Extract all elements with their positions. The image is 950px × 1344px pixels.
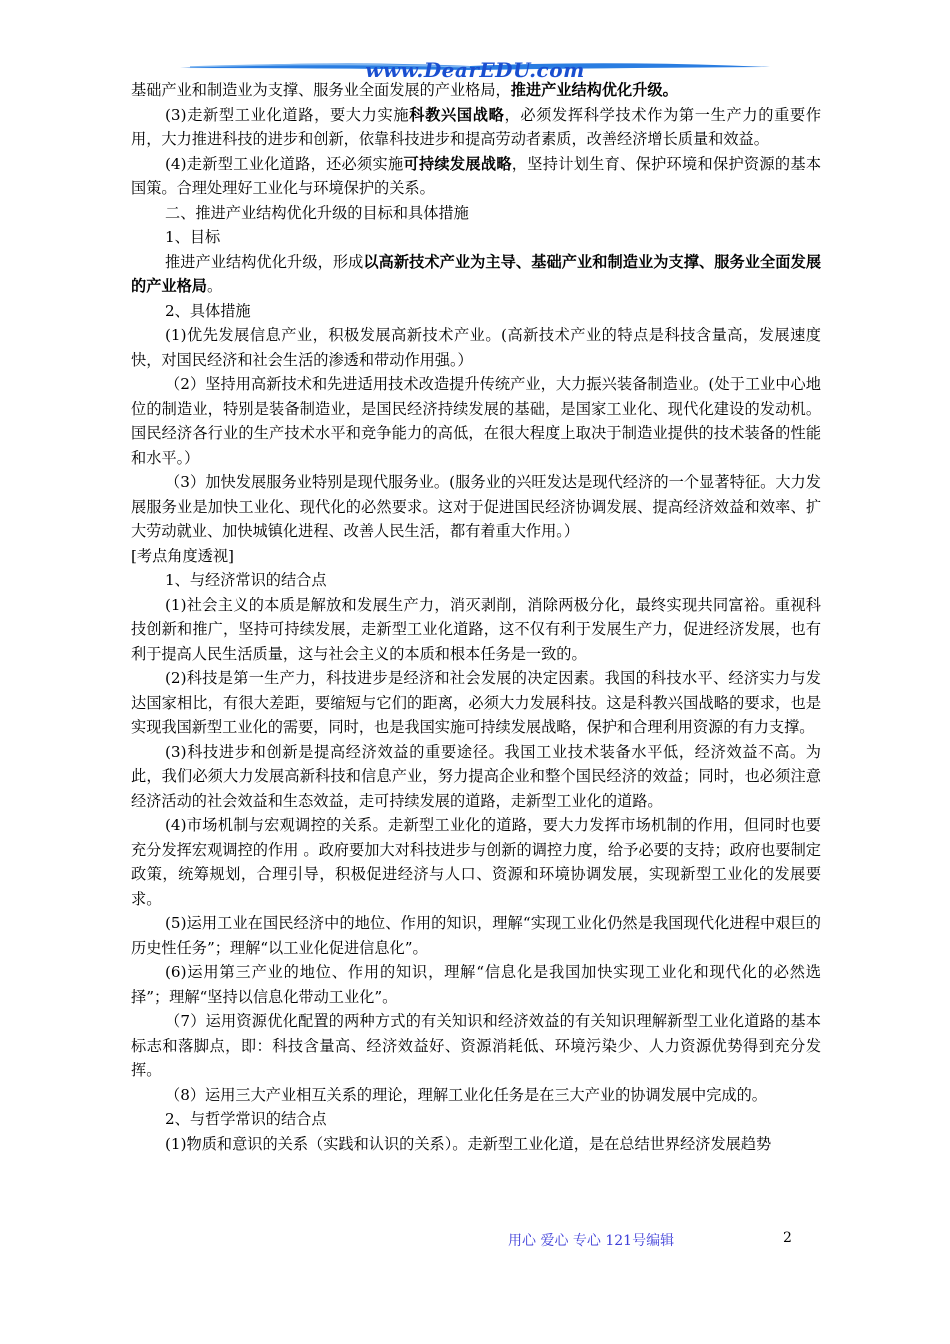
text-run: （7）运用资源优化配置的两种方式的有关知识和经济效益的有关知识理解新型工业化道路的基本标志和落脚点，即：科技含量高、经济效益好、资源消耗低、环境污染少、人力资源优势得到充分发挥。 [131, 1012, 821, 1079]
paragraph [131, 372, 821, 470]
paragraph [131, 78, 821, 103]
paragraph [131, 299, 821, 324]
paragraph [131, 960, 821, 1009]
paragraph [131, 152, 821, 201]
text-run: (1)优先发展信息产业，积极发展高新技术产业。(高新技术产业的特点是科技含量高，发展速度快，对国民经济和社会生活的渗透和带动作用强。） [131, 326, 821, 369]
paragraph [131, 103, 821, 152]
paragraph [131, 1132, 821, 1157]
paragraph [131, 740, 821, 814]
paragraph [131, 225, 821, 250]
paragraph [131, 1009, 821, 1083]
text-run: 1、目标 [165, 228, 221, 246]
text-run: 。 [206, 277, 223, 295]
text-run: 基础产业和制造业为支撑、服务业全面发展的产业格局， [131, 81, 511, 99]
site-logo-text: www.DearEDU.com [365, 58, 585, 82]
text-run: 2、与哲学常识的结合点 [165, 1110, 327, 1128]
text-run: (3)科技进步和创新是提高经济效益的重要途径。我国工业技术装备水平低，经济效益不高。为此，我们必须大力发展高新科技和信息产业，努力提高企业和整个国民经济的效益；同时，也必须注意经济活动的社会效益和生态效益，走可持续发展的道路，走新型工业化的道路。 [131, 742, 821, 810]
text-run: (6)运用第三产业的地位、作用的知识，理解“信息化是我国加快实现工业化和现代化的必然选择”；理解“坚持以信息化带动工业化”。 [131, 963, 821, 1006]
page-number: 2 [783, 1230, 792, 1246]
paragraph [131, 323, 821, 372]
text-run: (5)运用工业在国民经济中的地位、作用的知识，理解“实现工业化仍然是我国现代化进程中艰巨的历史性任务”；理解“以工业化促进信息化”。 [131, 914, 821, 957]
paragraph [131, 568, 821, 593]
text-run: 1、与经济常识的结合点 [165, 571, 327, 589]
text-run: （2）坚持用高新技术和先进适用技术改造提升传统产业，大力振兴装备制造业。(处于工业中心地位的制造业，特别是装备制造业，是国民经济持续发展的基础，是国家工业化、现代化建设的发动机。国民经济各行业的生产技术水平和竞争能力的高低，在很大程度上取决于制造业提供的技术装备的性能和水平。） [131, 375, 821, 467]
text-run: (3)走新型工业化道路，要大力实施 [165, 105, 410, 124]
bold-text: 科教兴国战略 [409, 105, 505, 124]
paragraph [131, 813, 821, 911]
paragraph [131, 544, 821, 569]
bold-text: 推进产业结构优化升级。 [510, 81, 678, 99]
text-run: 二、推进产业结构优化升级的目标和具体措施 [165, 203, 469, 222]
text-run: (2)科技是第一生产力，科技进步是经济和社会发展的决定因素。我国的科技水平、经济实力与发达国家相比，有很大差距，要缩短与它们的距离，必须大力发展科技。这是科教兴国战略的要求，也是实现我国新型工业化的需要，同时，也是我国实施可持续发展战略，保护和合理利用资源的有力支撑。 [131, 669, 821, 736]
text-run: [考点角度透视] [131, 546, 234, 565]
paragraph [131, 250, 821, 299]
text-run: 推进产业结构优化升级，形成 [165, 252, 364, 271]
bold-text: 可持续发展战略 [403, 154, 512, 173]
paragraph [131, 911, 821, 960]
bold-text: 以高新技术产业为主导、基础产业和制造业为支撑、服务业全面发展的产业格局 [131, 252, 822, 295]
paragraph [131, 1083, 821, 1108]
document-body [131, 78, 821, 1156]
paragraph [131, 593, 821, 667]
text-run: ，必须发挥科学技术作为第一生产力的重要作用，大力推进科技的进步和创新，依靠科技进步和提高劳动者素质，改善经济增长质量和效益。 [131, 105, 822, 148]
text-run: 2、具体措施 [165, 301, 251, 320]
text-run: (1)物质和意识的关系（实践和认识的关系）。走新型工业化道，是在总结世界经济发展趋势 [165, 1134, 772, 1153]
paragraph [131, 1107, 821, 1132]
text-run: （8）运用三大产业相互关系的理论，理解工业化任务是在三大产业的协调发展中完成的。 [165, 1085, 767, 1104]
paragraph [131, 201, 821, 226]
text-run: （3）加快发展服务业特别是现代服务业。(服务业的兴旺发达是现代经济的一个显著特征。大力发展服务业是加快工业化、现代化的必然要求。这对于促进国民经济协调发展、提高经济效益和效率、扩大劳动就业、加快城镇化进程、改善人民生活，都有着重大作用。） [131, 473, 821, 540]
text-run: (1)社会主义的本质是解放和发展生产力，消灭剥削，消除两极分化，最终实现共同富裕。重视科技创新和推广，坚持可持续发展，走新型工业化道路，这不仅有利于发展生产力，促进经济发展，也有利于提高人民生活质量，这与社会主义的本质和根本任务是一致的。 [131, 595, 821, 663]
text-run: (4)市场机制与宏观调控的关系。走新型工业化的道路，要大力发挥市场机制的作用，但同时也要充分发挥宏观调控的作用 。政府要加大对科技进步与创新的调控力度，给予必要的支持；政府也要制定政策，统筹规划，合理引导，积极促进经济与人口、资源和环境协调发展，实现新型工业化的发展要求。 [131, 816, 821, 908]
text-run: (4)走新型工业化道路，还必须实施 [165, 154, 404, 173]
footer-text: 用心 爱心 专心 121号编辑 [508, 1233, 675, 1249]
paragraph [131, 666, 821, 740]
paragraph [131, 470, 821, 544]
text-run: ，坚持计划生育、保护环境和保护资源的基本国策。合理处理好工业化与环境保护的关系。 [131, 154, 822, 197]
